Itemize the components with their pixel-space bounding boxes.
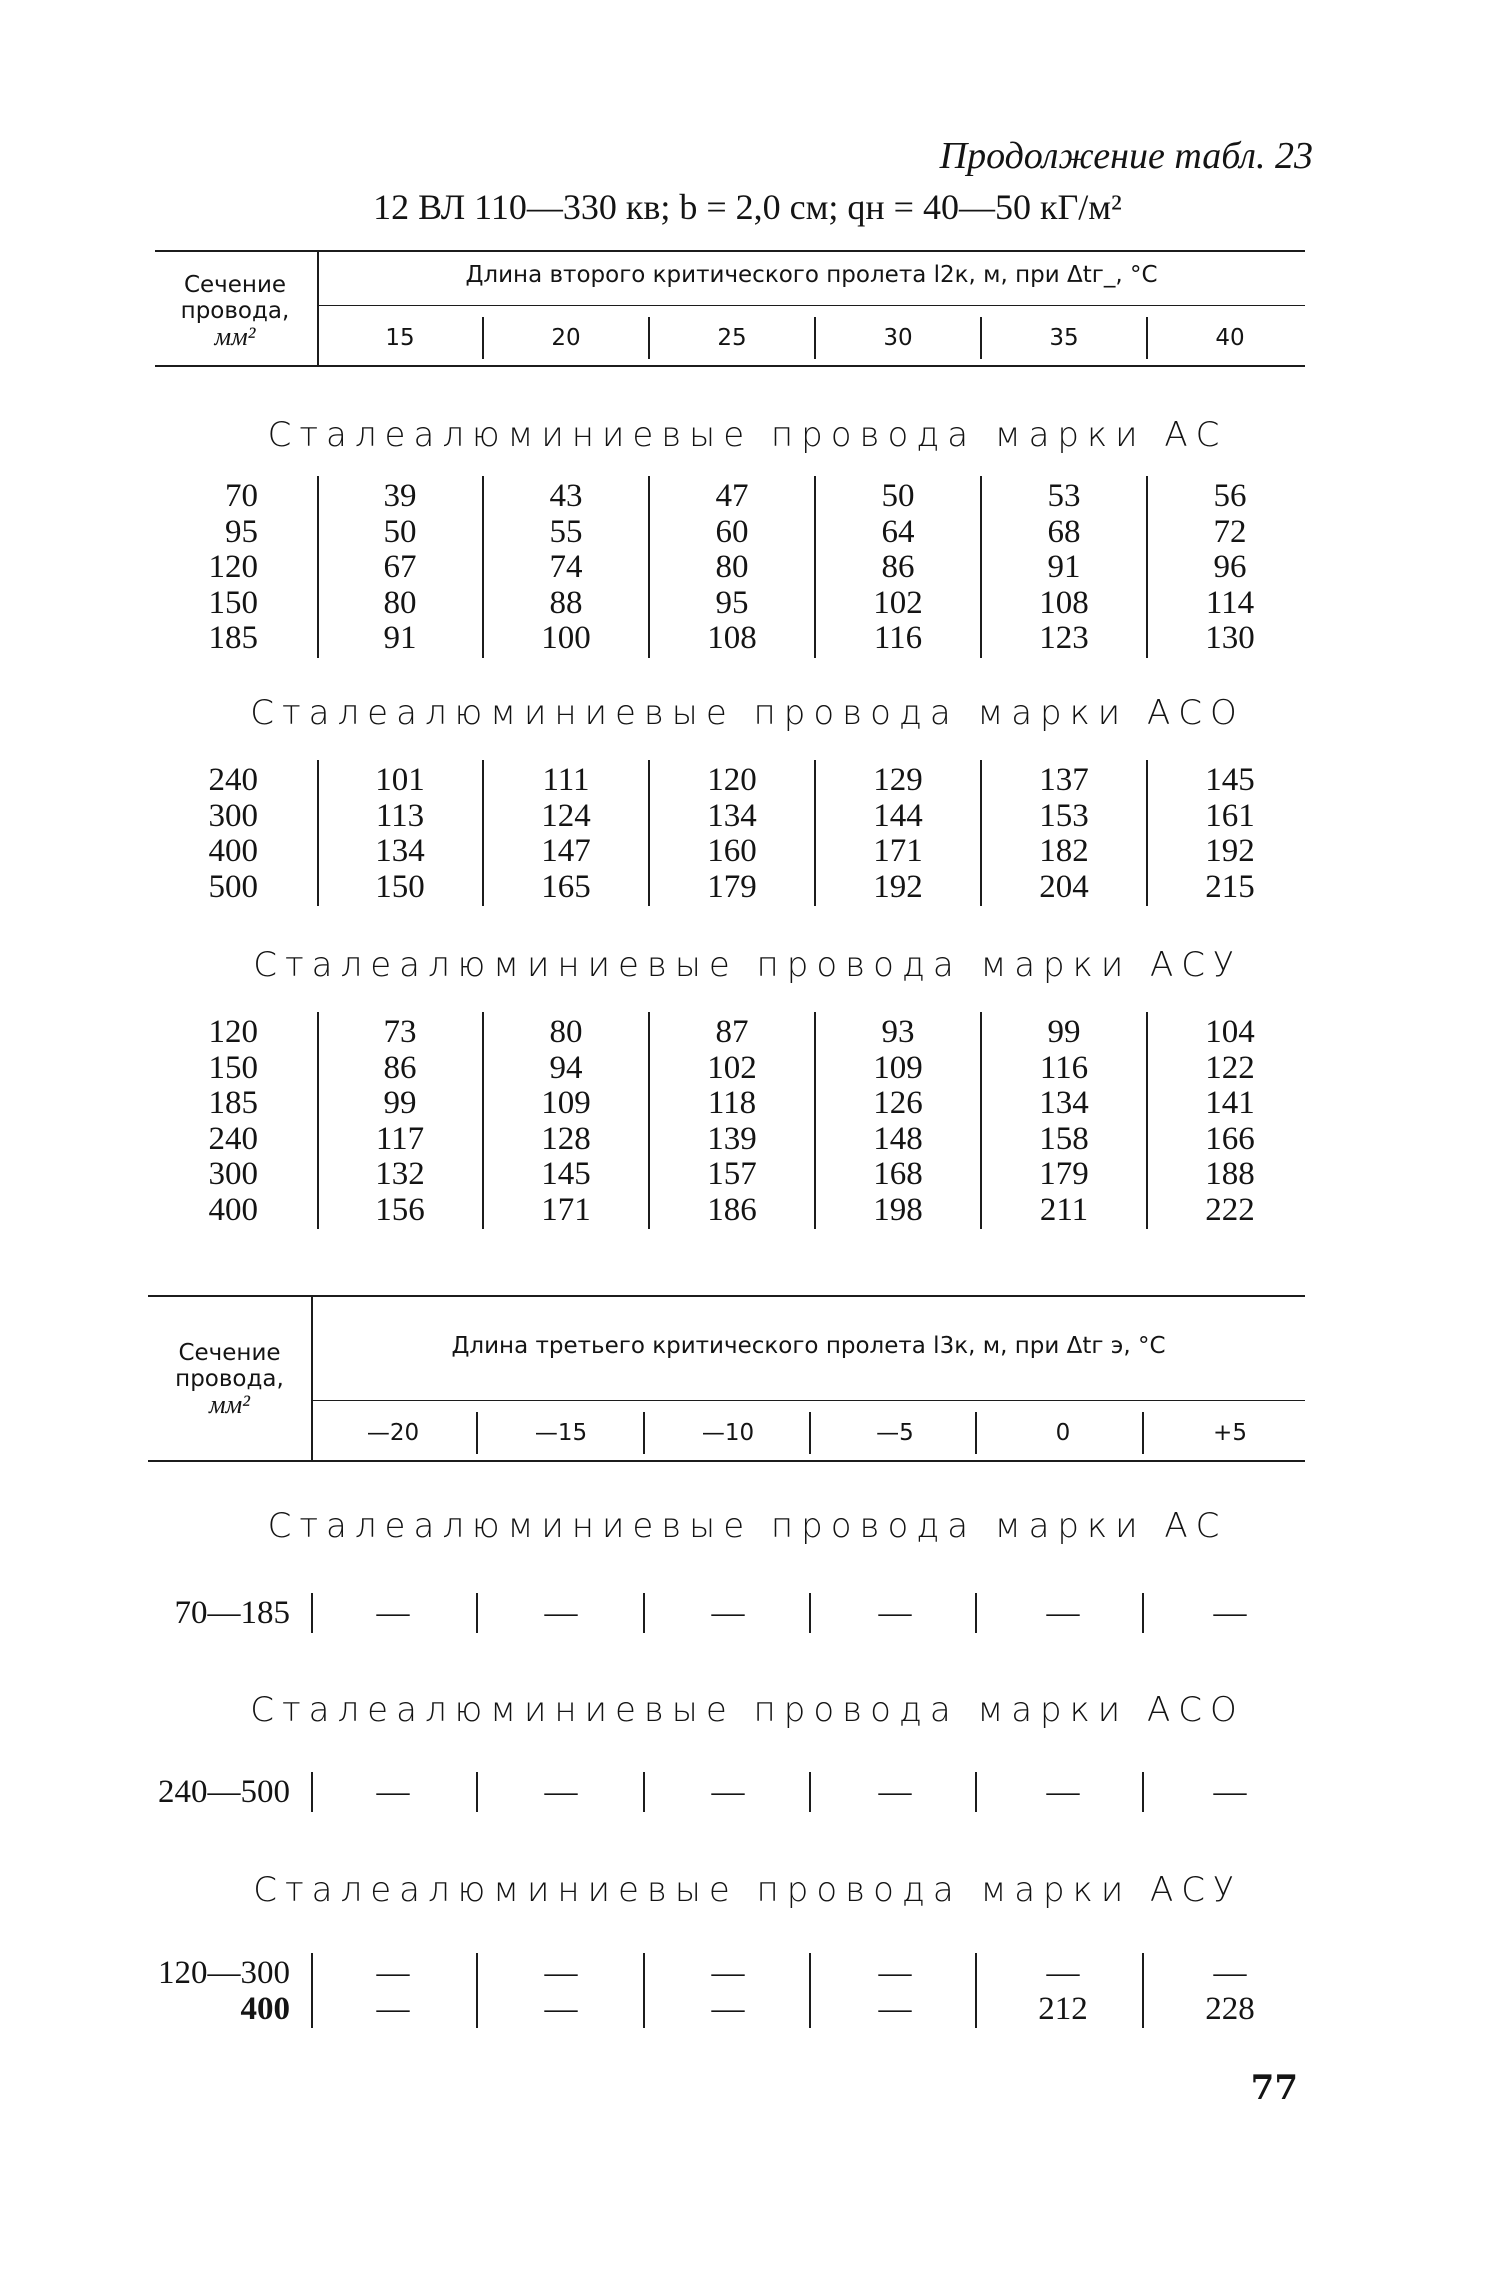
table2-cell: — [376, 1774, 410, 1810]
table1-cell: 141 [1205, 1085, 1255, 1121]
table2-body-col-divider [643, 1772, 645, 1812]
table2-body-col-divider [311, 1772, 313, 1812]
table2-body-col-divider [1142, 1953, 1144, 2028]
table1-cell: 186 [707, 1191, 757, 1228]
table1-body-col-divider [1146, 476, 1148, 658]
table1-body-col-divider [317, 1012, 319, 1229]
table1-cell: 171 [873, 833, 923, 869]
table2-col-header: —5 [876, 1420, 914, 1446]
table2-row-section: 120—300 [158, 1955, 290, 1991]
table1-cell: 108 [1039, 584, 1089, 621]
table1-cell: 88 [549, 584, 583, 621]
table1-cell: 55 [549, 513, 583, 550]
table2-top-rule [148, 1295, 1305, 1297]
table2-cell: — [1213, 1774, 1247, 1810]
table1-cell: 60 [715, 513, 749, 550]
table2-cell: — [711, 1595, 745, 1631]
table2-cell: — [376, 1955, 410, 1991]
table2-section-title: Сталеалюминиевые провода марки АС [267, 1506, 1228, 1546]
table1-cell: 56 [1213, 478, 1247, 514]
table1-cell: 144 [873, 797, 923, 834]
table1-body-col-divider [980, 760, 982, 906]
table1-row-section: 500 [208, 868, 258, 905]
table2-cell: — [1046, 1595, 1080, 1631]
table1-cell: 101 [375, 762, 425, 798]
table1-row-section: 240 [208, 1120, 258, 1157]
table1-cell: 132 [375, 1156, 425, 1192]
table2-body-col-divider [643, 1593, 645, 1633]
table2-body-col-divider [476, 1772, 478, 1812]
table1-col-label: Сечение провода, мм² [180, 272, 290, 351]
table1-cell: 93 [881, 1014, 915, 1050]
table1-cell: 64 [881, 513, 915, 550]
table2-cell: — [878, 1955, 912, 1991]
table2-cell: — [878, 1774, 912, 1810]
table1-section-title: Сталеалюминиевые провода марки АСУ [253, 945, 1242, 985]
table1-cell: 68 [1047, 513, 1081, 550]
table2-row-section: 240—500 [158, 1774, 290, 1810]
table1-cell: 192 [1205, 833, 1255, 869]
table1-body-col-divider [482, 476, 484, 658]
table1-row-section: 185 [208, 620, 258, 656]
table2-cell: — [544, 1955, 578, 1991]
table1-body-col-divider [482, 760, 484, 906]
table2-cell: — [878, 1990, 912, 2027]
table2-section-title: Сталеалюминиевые провода марки АСО [250, 1690, 1245, 1730]
table1-header-col-divider [482, 317, 484, 359]
table1-cell: 179 [707, 868, 757, 905]
table1-cell: 128 [541, 1120, 591, 1157]
table1-cell: 171 [541, 1191, 591, 1228]
table1-body-col-divider [980, 1012, 982, 1229]
table1-cell: 122 [1205, 1049, 1255, 1086]
table2-cell: — [1213, 1595, 1247, 1631]
table1-cell: 94 [549, 1049, 583, 1086]
table1-cell: 147 [541, 833, 591, 869]
table2-body-col-divider [975, 1772, 977, 1812]
table1-cell: 80 [549, 1014, 583, 1050]
table1-cell: 47 [715, 478, 749, 514]
table2-cell: — [544, 1595, 578, 1631]
table1-cell: 113 [375, 797, 425, 834]
table1-cell: 126 [873, 1085, 923, 1121]
table1-cell: 43 [549, 478, 583, 514]
table1-cell: 153 [1039, 797, 1089, 834]
table1-row-section: 150 [208, 1049, 258, 1086]
table1-cell: 116 [873, 620, 923, 656]
table2-cell: — [544, 1990, 578, 2027]
table1-cell: 67 [383, 549, 417, 585]
table1-body-col-divider [648, 1012, 650, 1229]
table1-row-section: 150 [208, 584, 258, 621]
table1-col-header: 15 [385, 325, 415, 351]
table1-cell: 145 [541, 1156, 591, 1192]
table1-cell: 166 [1205, 1120, 1255, 1157]
table1-cell: 109 [541, 1085, 591, 1121]
table1-body-col-divider [980, 476, 982, 658]
table1-cell: 104 [1205, 1014, 1255, 1050]
table1-cell: 204 [1039, 868, 1089, 905]
table2-row-section: 400 [240, 1990, 290, 2027]
table1-body-col-divider [814, 760, 816, 906]
table2-header-col-divider [1142, 1412, 1144, 1454]
table1-cell: 109 [873, 1049, 923, 1086]
table1-cell: 182 [1039, 833, 1089, 869]
table1-section-title: Сталеалюминиевые провода марки АС [267, 415, 1228, 455]
table2-body-col-divider [975, 1593, 977, 1633]
table1-cell: 145 [1205, 762, 1255, 798]
table2-cell: — [1046, 1955, 1080, 1991]
table1-header-col-divider [814, 317, 816, 359]
table2-cell: — [711, 1774, 745, 1810]
table1-body-col-divider [1146, 760, 1148, 906]
table1-cell: 116 [1039, 1049, 1089, 1086]
table1-cell: 91 [383, 620, 417, 656]
table2-section-title: Сталеалюминиевые провода марки АСУ [253, 1870, 1242, 1910]
table1-cell: 188 [1205, 1156, 1255, 1192]
table1-span-label: Длина второго критического пролета l2к, м, при Δtг_, °С [465, 262, 1158, 288]
table2-header-col-divider [975, 1412, 977, 1454]
table1-cell: 222 [1205, 1191, 1255, 1228]
table1-cell: 118 [707, 1085, 757, 1121]
table1-cell: 86 [881, 549, 915, 585]
table1-cell: 111 [542, 762, 590, 798]
table2-body-col-divider [809, 1772, 811, 1812]
table1-cell: 150 [375, 868, 425, 905]
table1-row-section: 120 [208, 549, 258, 585]
table1-cell: 53 [1047, 478, 1081, 514]
table2-body-col-divider [476, 1593, 478, 1633]
table2-row-section: 70—185 [174, 1595, 290, 1631]
table1-col-header: 25 [717, 325, 747, 351]
table1-cell: 215 [1205, 868, 1255, 905]
table2-cell: — [711, 1990, 745, 2027]
table1-body-col-divider [1146, 1012, 1148, 1229]
table1-body-col-divider [482, 1012, 484, 1229]
table1-header-col-divider [648, 317, 650, 359]
table1-col-header: 40 [1215, 325, 1245, 351]
table1-row-section: 400 [208, 1191, 258, 1228]
table1-cell: 102 [707, 1049, 757, 1086]
table1-cell: 102 [873, 584, 923, 621]
table2-body-col-divider [311, 1593, 313, 1633]
table1-row-section: 95 [225, 513, 258, 550]
table1-cell: 114 [1205, 584, 1255, 621]
table2-col-header: +5 [1213, 1420, 1247, 1446]
table1-body-col-divider [814, 1012, 816, 1229]
table2-body-col-divider [1142, 1772, 1144, 1812]
table1-row-section: 400 [208, 833, 258, 869]
table2-header-mid-rule [312, 1400, 1305, 1401]
table1-cell: 50 [881, 478, 915, 514]
table1-top-rule [155, 250, 1305, 252]
table1-cell: 73 [383, 1014, 417, 1050]
table1-cell: 39 [383, 478, 417, 514]
table1-cell: 148 [873, 1120, 923, 1157]
table1-cell: 157 [707, 1156, 757, 1192]
table2-cell: — [1046, 1774, 1080, 1810]
table1-cell: 91 [1047, 549, 1081, 585]
table1-cell: 123 [1039, 620, 1089, 656]
table1-cell: 156 [375, 1191, 425, 1228]
table1-header-bottom-rule [155, 365, 1305, 367]
table2-header-divider [311, 1295, 313, 1460]
table-subtitle: 12 ВЛ 110—330 кв; b = 2,0 см; qн = 40—50 кГ/м² [373, 187, 1122, 227]
table1-cell: 158 [1039, 1120, 1089, 1157]
page-number: 77 [1250, 2068, 1298, 2108]
table1-cell: 198 [873, 1191, 923, 1228]
table2-header-col-divider [809, 1412, 811, 1454]
table1-cell: 130 [1205, 620, 1255, 656]
table2-body-col-divider [809, 1593, 811, 1633]
table1-cell: 192 [873, 868, 923, 905]
table2-cell: 212 [1038, 1990, 1088, 2027]
table1-row-section: 300 [208, 1156, 258, 1192]
table1-cell: 80 [715, 549, 749, 585]
table2-col-header: 0 [1055, 1420, 1071, 1446]
table1-body-col-divider [814, 476, 816, 658]
table1-cell: 124 [541, 797, 591, 834]
table1-row-section: 240 [208, 762, 258, 798]
table2-span-label: Длина третьего критического пролета l3к, м, при Δtг э, °С [451, 1333, 1166, 1359]
table2-body-col-divider [809, 1953, 811, 2028]
table1-cell: 161 [1205, 797, 1255, 834]
table2-header-col-divider [476, 1412, 478, 1454]
table1-cell: 139 [707, 1120, 757, 1157]
table2-cell: — [878, 1595, 912, 1631]
table1-header-mid-rule [318, 305, 1305, 306]
table1-cell: 74 [549, 549, 583, 585]
table1-cell: 137 [1039, 762, 1089, 798]
table1-body-col-divider [648, 476, 650, 658]
table1-row-section: 70 [225, 478, 258, 514]
table1-cell: 100 [541, 620, 591, 656]
table1-row-section: 300 [208, 797, 258, 834]
table2-body-col-divider [975, 1953, 977, 2028]
table2-body-col-divider [311, 1953, 313, 2028]
table1-cell: 86 [383, 1049, 417, 1086]
table1-section-title: Сталеалюминиевые провода марки АСО [250, 693, 1245, 733]
table1-cell: 96 [1213, 549, 1247, 585]
table1-cell: 95 [715, 584, 749, 621]
table1-row-section: 120 [208, 1014, 258, 1050]
table2-body-col-divider [643, 1953, 645, 2028]
table1-cell: 211 [1039, 1191, 1089, 1228]
table2-col-header: —15 [534, 1420, 588, 1446]
table1-body-col-divider [317, 476, 319, 658]
table1-cell: 120 [707, 762, 757, 798]
table2-cell: — [376, 1990, 410, 2027]
table1-row-section: 185 [208, 1085, 258, 1121]
table2-body-col-divider [1142, 1593, 1144, 1633]
table1-col-header: 30 [883, 325, 913, 351]
table2-header-col-divider [643, 1412, 645, 1454]
table1-cell: 179 [1039, 1156, 1089, 1192]
table1-cell: 99 [1047, 1014, 1081, 1050]
table1-cell: 134 [707, 797, 757, 834]
table2-cell: — [711, 1955, 745, 1991]
table1-cell: 87 [715, 1014, 749, 1050]
table1-cell: 165 [541, 868, 591, 905]
table1-cell: 160 [707, 833, 757, 869]
table1-cell: 134 [1039, 1085, 1089, 1121]
table2-header-bottom-rule [148, 1460, 1305, 1462]
table2-cell: — [1213, 1955, 1247, 1991]
table2-col-header: —10 [701, 1420, 755, 1446]
table2-cell: 228 [1205, 1990, 1255, 2027]
table2-col-header: —20 [366, 1420, 420, 1446]
table1-body-col-divider [648, 760, 650, 906]
table1-col-header: 20 [551, 325, 581, 351]
table-continuation-label: Продолжение табл. 23 [939, 135, 1313, 177]
table2-cell: — [544, 1774, 578, 1810]
table1-cell: 134 [375, 833, 425, 869]
table1-body-col-divider [317, 760, 319, 906]
table1-cell: 129 [873, 762, 923, 798]
table2-col-label: Сечение провода, мм² [175, 1340, 284, 1419]
table1-cell: 80 [383, 584, 417, 621]
table1-col-header: 35 [1049, 325, 1079, 351]
table1-cell: 72 [1213, 513, 1247, 550]
table1-header-col-divider [1146, 317, 1148, 359]
table2-body-col-divider [476, 1953, 478, 2028]
table1-cell: 99 [383, 1085, 417, 1121]
table1-cell: 168 [873, 1156, 923, 1192]
table1-header-col-divider [980, 317, 982, 359]
table1-cell: 50 [383, 513, 417, 550]
table2-cell: — [376, 1595, 410, 1631]
table1-cell: 108 [707, 620, 757, 656]
table1-cell: 117 [375, 1120, 425, 1157]
